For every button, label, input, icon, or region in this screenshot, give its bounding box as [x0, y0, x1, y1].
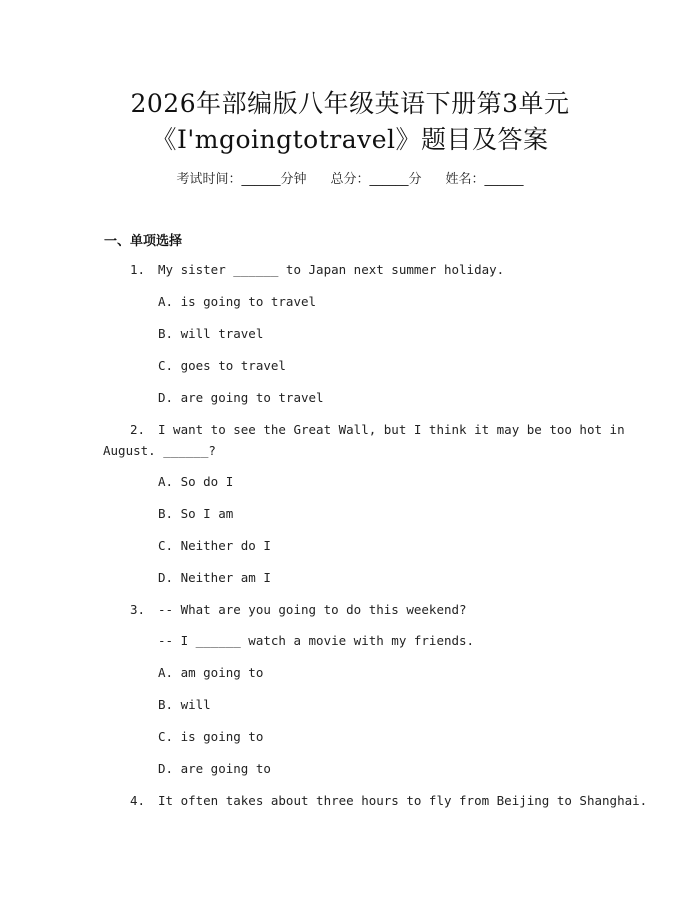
option-c: C. Neither do I — [158, 538, 271, 553]
question-stem-continuation: August. ______? — [103, 443, 216, 458]
option-c: C. goes to travel — [158, 358, 286, 373]
option-b: B. will travel — [158, 326, 264, 341]
option-a: A. So do I — [158, 474, 234, 489]
question-stem-line-2: -- I ______ watch a movie with my friends. — [158, 633, 475, 648]
option-d: D. Neither am I — [158, 570, 271, 585]
question-number: 3. — [130, 602, 146, 617]
option-a: A. is going to travel — [158, 294, 317, 309]
option-b: B. So I am — [158, 506, 234, 521]
option-d: D. are going to — [158, 761, 271, 776]
question-number: 4. — [130, 793, 146, 808]
question-stem: My sister ______ to Japan next summer holiday. — [158, 262, 505, 277]
page-title-line-2: 《I'mgoingtotravel》题目及答案 — [151, 125, 549, 154]
question-number: 2. — [130, 422, 146, 437]
page-title-line-1: 2026年部编版八年级英语下册第3单元 — [130, 89, 570, 118]
section-heading: 一、单项选择 — [104, 234, 183, 249]
exam-meta — [0, 168, 700, 187]
option-a: A. am going to — [158, 665, 264, 680]
question-stem: -- What are you going to do this weekend? — [158, 602, 467, 617]
option-d: D. are going to travel — [158, 390, 324, 405]
total-score-field: 总分：______分 — [330, 172, 422, 187]
exam-time-field: 考试时间：______分钟 — [176, 172, 307, 187]
name-field: 姓名：______ — [445, 172, 524, 187]
question-number: 1. — [130, 262, 146, 277]
question-stem: I want to see the Great Wall, but I think it may be too hot in — [158, 422, 625, 437]
question-stem: It often takes about three hours to fly from Beijing to Shanghai. — [158, 793, 648, 808]
option-b: B. will — [158, 697, 211, 712]
option-c: C. is going to — [158, 729, 264, 744]
